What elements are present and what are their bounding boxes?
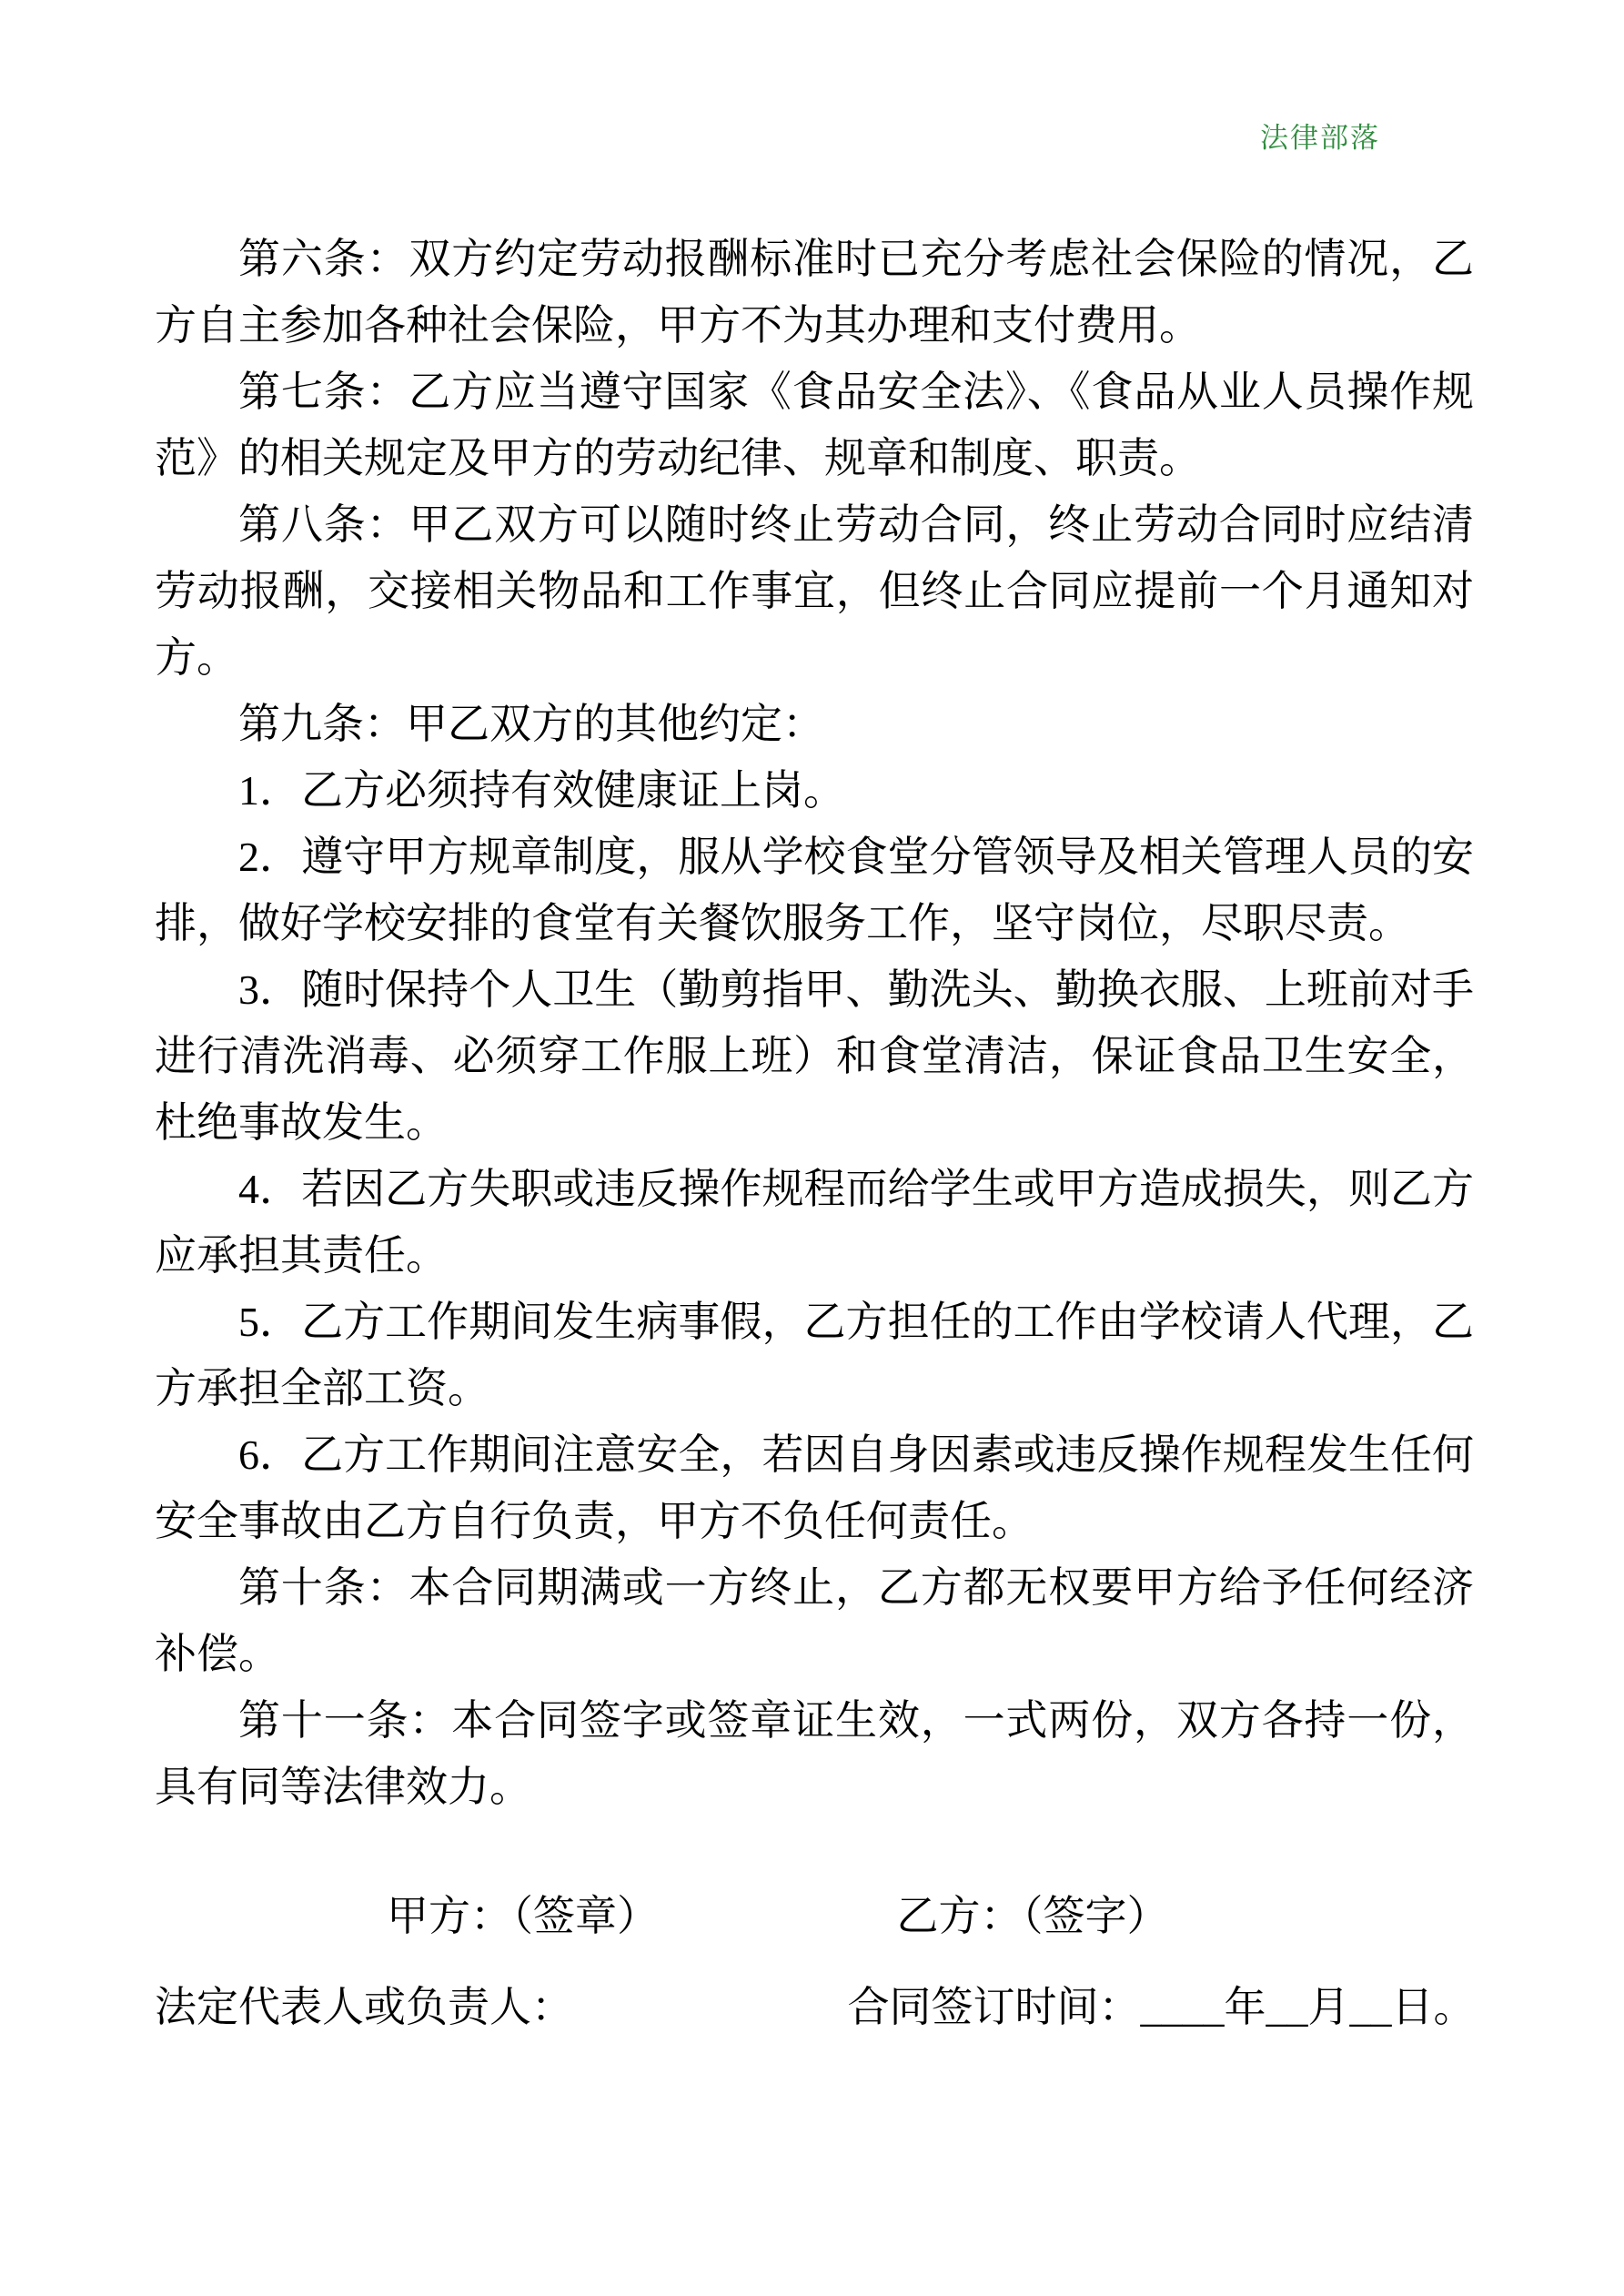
contract-clause-item-3: 3．随时保持个人卫生（勤剪指甲、勤洗头、勤换衣服、上班前对手进行清洗消毒、必须穿工作服上班）和食堂清洁，保证食品卫生安全，杜绝事故发生。 (155, 966, 1474, 1146)
signature-row-parties (155, 1871, 1474, 1962)
contract-clause-item-1: 1．乙方必须持有效健康证上岗。 (238, 767, 845, 814)
signature-row-date (155, 1962, 1474, 2053)
party-b-sign-label: 乙方：（签字） (896, 1893, 1169, 1939)
contract-clause-item-4: 4．若因乙方失职或违反操作规程而给学生或甲方造成损失，则乙方应承担其责任。 (155, 1166, 1474, 1279)
brand-watermark: 法律部落 (1260, 122, 1380, 154)
legal-representative-label: 法定代表人或负责人： (155, 1984, 573, 2030)
contract-clause-item-2: 2．遵守甲方规章制度，服从学校食堂分管领导及相关管理人员的安排，做好学校安排的食堂有关餐饮服务工作，坚守岗位，尽职尽责。 (155, 834, 1474, 946)
contract-body (155, 226, 1474, 2053)
contract-clause-item-6: 6．乙方工作期间注意安全，若因自身因素或违反操作规程发生任何安全事故由乙方自行负责，甲方不负任何责任。 (155, 1431, 1474, 1544)
signature-block (155, 1871, 1474, 2053)
contract-paragraph-8: 第八条：甲乙双方可以随时终止劳动合同，终止劳动合同时应结清劳动报酬，交接相关物品和工作事宜，但终止合同应提前一个月通知对方。 (155, 501, 1474, 681)
contract-sign-date-label: 合同签订时间：____年__月__日。 (847, 1984, 1476, 2030)
contract-paragraph-7: 第七条：乙方应当遵守国家《食品安全法》、《食品从业人员操作规范》的相关规定及甲方的劳动纪律、规章和制度、职责。 (155, 369, 1474, 481)
contract-paragraph-10: 第十条：本合同期满或一方终止，乙方都无权要甲方给予任何经济补偿。 (155, 1564, 1474, 1677)
contract-paragraph-6: 第六条：双方约定劳动报酬标准时已充分考虑社会保险的情况，乙方自主参加各种社会保险，甲方不为其办理和支付费用。 (155, 236, 1474, 349)
contract-paragraph-11: 第十一条：本合同签字或签章证生效，一式两份，双方各持一份，具有同等法律效力。 (155, 1697, 1474, 1810)
contract-clause-item-5: 5．乙方工作期间发生病事假，乙方担任的工作由学校请人代理，乙方承担全部工资。 (155, 1299, 1474, 1411)
contract-paragraph-9: 第九条：甲乙双方的其他约定： (238, 701, 824, 747)
party-a-seal-label: 甲方：（签章） (387, 1893, 659, 1939)
